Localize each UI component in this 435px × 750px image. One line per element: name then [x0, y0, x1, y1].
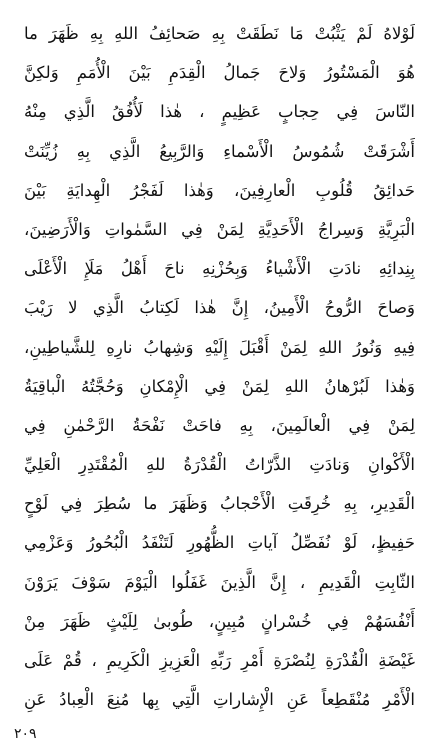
text-line: لَوْلاهُ لَمْ يَثْبُتْ مَا نَطَقَتْ بِهِ صَحائِفُ اللهِ بِهِ ظَهَرَ ما [24, 24, 415, 43]
text-line: أَنْفُسَهُمْ فِي خُسْرانٍ مُبِينٍ، طُوبىٰ لِلَيْثٍ ظَهَرَ مِنْ [24, 611, 415, 631]
text-line: الْأَمْرِ مُنْقَطِعاً عَنِ الْإِشاراتِ الَّتِي بِها مُنِعَ الْعِبادُ عَنِ [24, 690, 415, 710]
text-line: الْقَدِيرِ، بِهِ خُرِقَتِ الْأَحْجابُ وَظَهَرَ ما سُطِرَ فِي لَوْحٍ [24, 494, 415, 514]
text-line: الْأَكْوانِ وَنادَتِ الذَّرّاتُ الْقُدْرَةُ للهِ الْمُقْتَدِرِ الْعَلِيِّ [24, 455, 415, 475]
text-line: لِمَنْ فِي الْعالَمِينَ، بِهِ فاحَتْ نَفْحَةُ الرَّحْمٰنِ فِي [24, 415, 415, 435]
text-line: حَدائِقُ قُلُوبِ الْعارِفِينَ، وَهٰذا لَفَجْرُ الْهِدايَةِ بَيْنَ [24, 180, 415, 200]
text-line: بِنِدائِهِ نادَتِ الْأَشْياءُ وَبِحُزْنِهِ ناحَ أَهْلُ مَلَإِ الْأَعْلَى [24, 259, 415, 279]
text-line: غَيْضَةِ الْقُدْرَةِ لِنُصْرَةِ أَمْرِ رَبِّهِ الْعَزِيزِ الْكَرِيمِ ، قُمْ عَلَى [24, 651, 415, 670]
text-line: الْبَرِيَّةِ وَسِراجُ الْأَحَدِيَّةِ لِمَنْ فِي السَّمٰواتِ وَالْأَرَضِينَ، [24, 219, 415, 239]
body-text [24, 14, 415, 719]
text-line: هُوَ الْمَسْتُورُ وَلاحَ جَمالُ الْقِدَمِ بَيْنَ الْأُمَمِ وَلكِنَّ [24, 63, 415, 83]
text-line: النّاسَ فِي حِجابٍ عَظِيمٍ ، هٰذا لَأُفُقُ الَّذِي مِنْهُ [24, 102, 415, 122]
text-line: الثّابِتِ الْقَدِيمِ ، إِنَّ الَّذِينَ غَفَلُوا الْيَوْمَ سَوْفَ يَرَوْنَ [24, 572, 415, 592]
text-line: وَهٰذا لَبُرْهانُ اللهِ لِمَنْ فِي الْإِمْكانِ وَحُجَّتُهُ الْباقِيَةُ [24, 376, 415, 396]
text-line: فِيهِ وَنُورُ اللهِ لِمَنْ أَقْبَلَ إِلَيْهِ وَشِهابُ نارِهِ لِلشَّياطِينِ، [24, 337, 415, 357]
text-line: وَصاحَ الرُّوحُ الْأَمِينُ، إِنَّ هٰذا لَكِتابُ الَّذِي لا رَيْبَ [24, 298, 415, 318]
text-line: أَشْرَقَتْ شُمُوسُ الْأَسْماءِ وَالرَّبِيعُ الَّذِي بِهِ زُيِّنَتْ [24, 141, 415, 161]
text-line: حَفِيظٍ، لَوْ نُفَصِّلُ آياتِ الظُّهُورِ لَتَنْفَدُ الْبُحُورُ وَعَزْمِي [24, 533, 415, 553]
page-number: ٢٠٩ [14, 726, 37, 742]
